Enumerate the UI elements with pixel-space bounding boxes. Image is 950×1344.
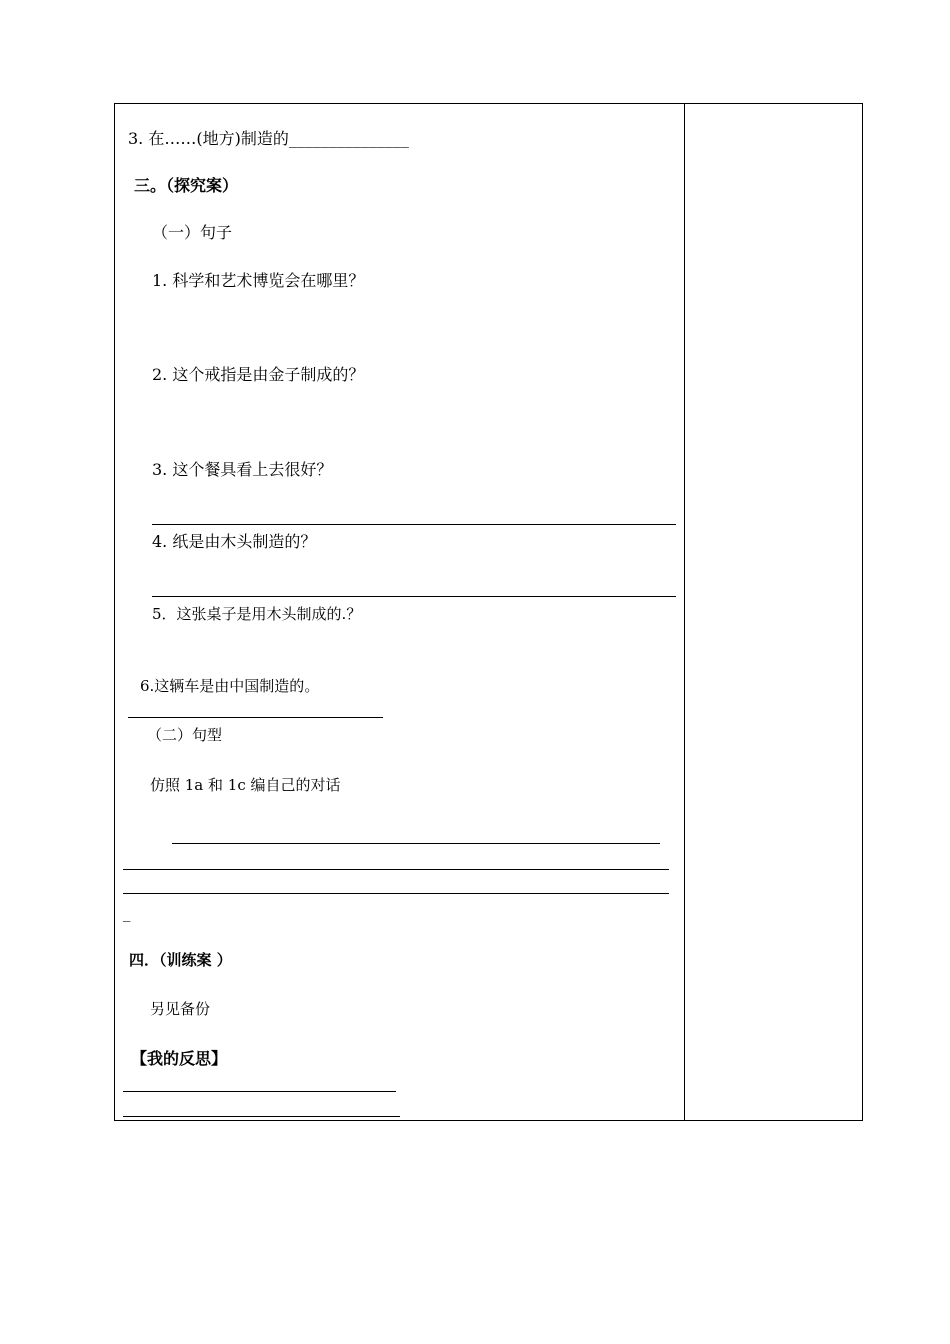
dialogue-line-2 (123, 869, 669, 870)
subsection-1-title: （一）句子 (152, 223, 233, 242)
dialogue-line-end: _ (123, 904, 131, 922)
question-5: 5．这张桌子是用木头制成的.？ (152, 605, 362, 623)
section-3-title: 三。（探究案） (134, 176, 239, 195)
dialogue-line-1 (172, 843, 660, 844)
answer-line-4 (152, 596, 676, 597)
dialogue-line-3 (123, 893, 669, 894)
answer-line-3 (152, 524, 676, 525)
see-backup-note: 另见备份 (150, 1000, 211, 1018)
question-1: 1. 科学和艺术博览会在哪里？ (152, 271, 365, 290)
answer-line-6 (128, 717, 383, 718)
reflection-line-2 (123, 1116, 400, 1117)
reflection-title: 【我的反思】 (131, 1049, 228, 1068)
item-3-made-in: 3. 在……(地方)制造的_______________ (128, 129, 409, 148)
imitate-dialogue-instruction: 仿照 1a 和 1c 编自己的对话 (150, 776, 341, 794)
table-column-divider (684, 103, 685, 1121)
subsection-2-title: （二）句型 (147, 726, 223, 744)
question-2: 2. 这个戒指是由金子制成的？ (152, 365, 365, 384)
question-6: 6.这辆车是由中国制造的。 (140, 677, 320, 695)
question-4: 4. 纸是由木头制造的？ (152, 532, 317, 551)
section-4-title: 四．（训练案 ） (129, 951, 232, 969)
reflection-line-1 (123, 1091, 396, 1092)
question-3: 3. 这个餐具看上去很好？ (152, 460, 333, 479)
